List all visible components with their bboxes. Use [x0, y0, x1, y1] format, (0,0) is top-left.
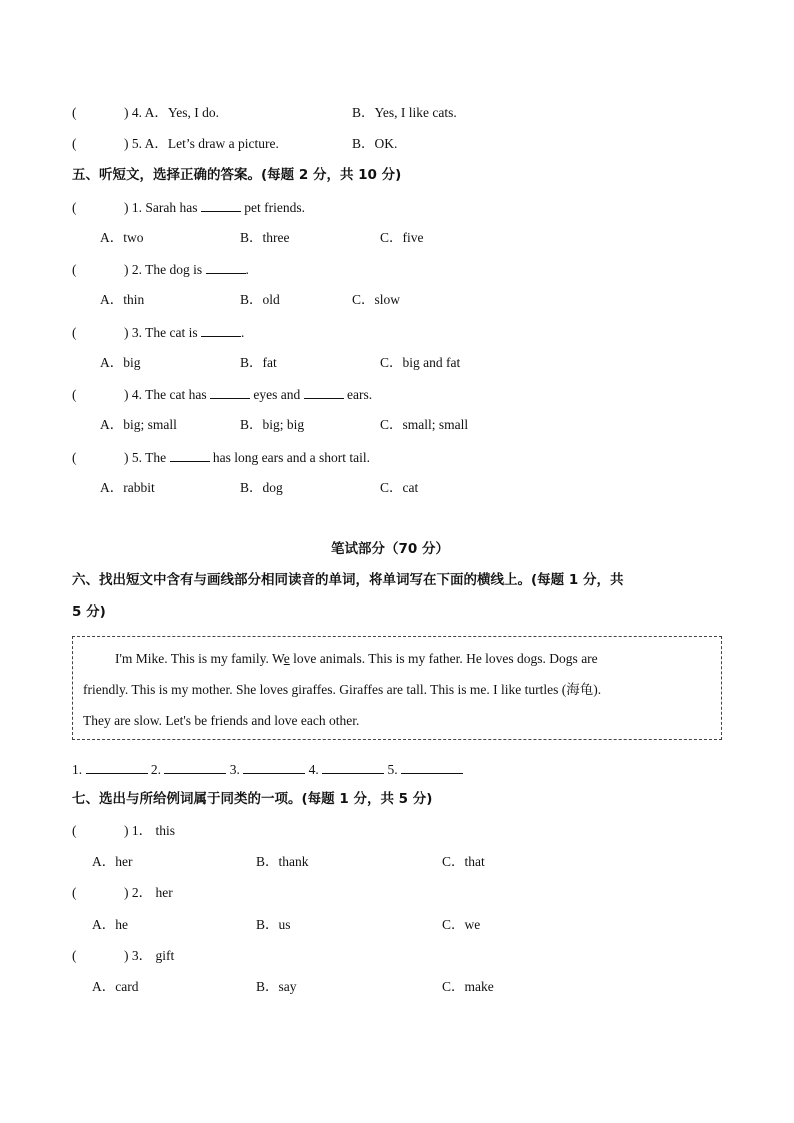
q4-5-row	[72, 135, 279, 153]
section7-heading: 七、选出与所给例词属于同类的一项。(每题 1 分，共 5 分)	[72, 791, 433, 807]
fill-blank[interactable]	[201, 198, 241, 212]
passage-line-3: They are slow. Let's be friends and love each other.	[83, 713, 360, 728]
q5-1-stem: ( ) 1. Sarah has pet friends.	[72, 200, 305, 215]
q5-5-option-c[interactable]: C．cat	[380, 480, 419, 495]
answer-paren[interactable]: (	[72, 387, 77, 402]
q5-4-option-b[interactable]: B．big; big	[240, 417, 305, 432]
answer-paren[interactable]: (	[72, 450, 77, 465]
q7-1-option-c[interactable]: C．that	[442, 854, 485, 869]
answer-paren[interactable]: (	[72, 105, 77, 120]
q5-1-option-a[interactable]: A．two	[100, 230, 144, 245]
q4-4-option-b: B．Yes, I like cats.	[352, 105, 457, 120]
q4-5-option-a: ) 5. A．Let’s draw a picture.	[124, 136, 279, 151]
q5-5-option-a[interactable]: A．rabbit	[100, 480, 155, 495]
q7-2-option-c[interactable]: C．we	[442, 917, 481, 932]
answer-paren[interactable]: (	[72, 325, 77, 340]
q7-1-option-a[interactable]: A．her	[92, 854, 133, 869]
q5-1-option-c[interactable]: C．five	[380, 230, 424, 245]
q7-2-stem: ( ) 2． her	[72, 885, 173, 900]
q5-2-option-b[interactable]: B．old	[240, 292, 280, 307]
q4-5-option-b: B．OK.	[352, 136, 398, 151]
answer-blank-2[interactable]	[164, 760, 226, 774]
fill-blank[interactable]	[304, 385, 344, 399]
answer-paren[interactable]: (	[72, 948, 77, 963]
q7-2-option-a[interactable]: A．he	[92, 917, 128, 932]
written-part-title: 笔试部分（70 分）	[331, 541, 449, 557]
q7-3-option-b[interactable]: B．say	[256, 979, 297, 994]
underlined-sound: e	[283, 651, 290, 666]
q5-4-option-c[interactable]: C．small; small	[380, 417, 469, 432]
q5-1-option-b[interactable]: B．three	[240, 230, 290, 245]
answer-paren[interactable]: (	[72, 885, 77, 900]
answer-blank-5[interactable]	[401, 760, 463, 774]
answer-paren[interactable]: (	[72, 823, 77, 838]
passage-line-2: friendly. This is my mother. She loves giraffes. Giraffes are tall. This is me. I like turtles (海龟).	[83, 682, 602, 697]
section6-heading-cont: 5 分)	[72, 604, 106, 620]
passage-box	[72, 636, 722, 740]
q5-3-option-c[interactable]: C．big and fat	[380, 355, 461, 370]
section6-heading: 六、找出短文中含有与画线部分相同读音的单词，将单词写在下面的横线上。(每题 1 分，共	[72, 572, 624, 588]
q5-5-option-b[interactable]: B．dog	[240, 480, 283, 495]
answer-paren[interactable]: (	[72, 262, 77, 277]
fill-blank[interactable]	[210, 385, 250, 399]
q4-4-option-a: ) 4. A．Yes, I do.	[124, 105, 220, 120]
q5-3-option-b[interactable]: B．fat	[240, 355, 277, 370]
q7-3-stem: ( ) 3． gift	[72, 948, 175, 963]
q7-1-option-b[interactable]: B．thank	[256, 854, 309, 869]
answer-paren[interactable]: (	[72, 200, 77, 215]
answer-blanks-row: 1. 2. 3. 4. 5.	[72, 760, 463, 779]
q5-2-option-a[interactable]: A．thin	[100, 292, 145, 307]
fill-blank[interactable]	[170, 448, 210, 462]
passage-line-1: I'm Mike. This is my family. We love animals. This is my father. He loves dogs. Dogs are	[115, 651, 598, 666]
fill-blank[interactable]	[201, 323, 241, 337]
q5-3-stem: ( ) 3. The cat is .	[72, 325, 245, 340]
q7-1-stem: ( ) 1． this	[72, 823, 176, 838]
fill-blank[interactable]	[206, 260, 246, 274]
q5-4-stem: ( ) 4. The cat has eyes and ears.	[72, 387, 373, 402]
q5-3-option-a[interactable]: A．big	[100, 355, 141, 370]
q7-3-option-a[interactable]: A．card	[92, 979, 139, 994]
q5-5-stem: ( ) 5. The has long ears and a short tail.	[72, 450, 370, 465]
q7-3-option-c[interactable]: C．make	[442, 979, 494, 994]
answer-blank-1[interactable]	[86, 760, 148, 774]
answer-blank-4[interactable]	[322, 760, 384, 774]
q5-4-option-a[interactable]: A．big; small	[100, 417, 177, 432]
answer-blank-3[interactable]	[243, 760, 305, 774]
q7-2-option-b[interactable]: B．us	[256, 917, 291, 932]
q5-2-option-c[interactable]: C．slow	[352, 292, 401, 307]
q5-2-stem: ( ) 2. The dog is .	[72, 262, 249, 277]
answer-paren[interactable]: (	[72, 136, 77, 151]
section5-heading: 五、听短文，选择正确的答案。(每题 2 分，共 10 分)	[72, 167, 402, 183]
q4-4-row	[72, 104, 219, 122]
